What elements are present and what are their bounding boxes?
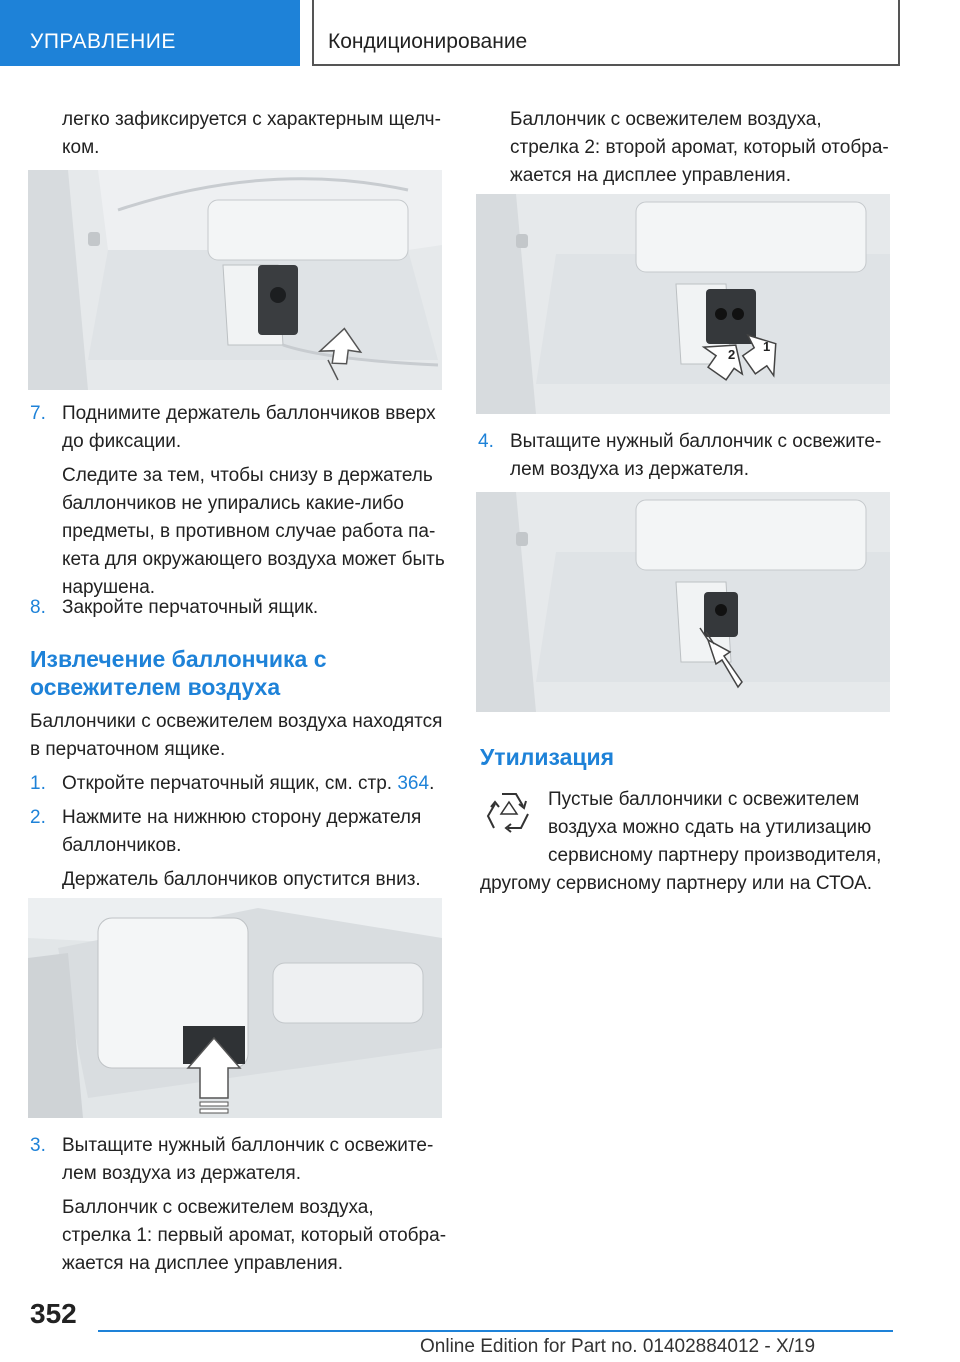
footer-rule xyxy=(98,1330,893,1332)
step-1-number: 1. xyxy=(30,773,46,794)
photo-holder-raise xyxy=(28,170,442,390)
step-7-note-2: баллончиков не упирались какие-либо xyxy=(62,493,404,514)
step-2-note: Держатель баллончиков опустится вниз. xyxy=(62,869,421,890)
step-8-text: Закройте перчаточный ящик. xyxy=(62,597,319,618)
step-7-number: 7. xyxy=(30,403,46,424)
step-3-note-2: стрелка 1: первый аромат, который отобра- xyxy=(62,1225,447,1246)
step-1-end: . xyxy=(429,773,435,794)
step-1-text xyxy=(62,770,434,798)
disposal-heading: Утилизация xyxy=(480,744,615,770)
step-7-line-1: Поднимите держатель баллончиков вверх xyxy=(62,403,436,424)
intro-line-1: легко зафиксируется с характерным щелч- xyxy=(62,109,441,130)
disposal-line-4: другому сервисному партнеру или на СТОА. xyxy=(480,873,873,894)
step-7-note-4: кета для окружающего воздуха может быть xyxy=(62,549,445,570)
chapter-header xyxy=(312,0,900,66)
right-top-line-3: жается на дисплее управления. xyxy=(510,165,792,186)
step-7-note-3: предметы, в противном случае работа па- xyxy=(62,521,436,542)
section-label: УПРАВЛЕНИЕ xyxy=(30,30,176,53)
step-7-note-5: нарушена. xyxy=(62,577,156,598)
step-2-line-1: Нажмите на нижнюю сторону держателя xyxy=(62,807,422,828)
right-top-line-1: Баллончик с освежителем воздуха, xyxy=(510,109,822,130)
disposal-line-3: сервисному партнеру производителя, xyxy=(548,845,882,866)
step-2-number: 2. xyxy=(30,807,46,828)
right-top-line-2: стрелка 2: второй аромат, который отобра- xyxy=(510,137,889,158)
step-3-line-2: лем воздуха из держателя. xyxy=(62,1163,302,1184)
step-1-label: Откройте перчаточный ящик, см. стр. xyxy=(62,773,398,794)
section-tab xyxy=(0,0,300,66)
intro-line-2: ком. xyxy=(62,137,100,158)
arrow-label-1: 1 xyxy=(763,339,771,354)
step-4-line-1: Вытащите нужный баллончик с освежите- xyxy=(510,431,882,452)
step-3-number: 3. xyxy=(30,1135,46,1156)
photo-holder-press xyxy=(28,898,442,1118)
section-heading-line-2: освежителем воздуха xyxy=(30,674,281,700)
recycle-icon xyxy=(482,786,536,840)
step-4-number: 4. xyxy=(478,431,494,452)
disposal-line-2: воздуха можно сдать на утилизацию xyxy=(548,817,872,838)
step-7-note-1: Следите за тем, чтобы снизу в держатель xyxy=(62,465,433,486)
step-4-line-2: лем воздуха из держателя. xyxy=(510,459,750,480)
section-heading-line-1: Извлечение баллончика с xyxy=(30,646,327,672)
chapter-title: Кондиционирование xyxy=(328,30,528,53)
body-line-2: в перчаточном ящике. xyxy=(30,739,226,760)
page-number: 352 xyxy=(30,1298,77,1329)
step-8-number: 8. xyxy=(30,597,46,618)
arrow-label-2: 2 xyxy=(728,347,736,362)
step-3-note-1: Баллончик с освежителем воздуха, xyxy=(62,1197,374,1218)
step-3-line-1: Вытащите нужный баллончик с освежите- xyxy=(62,1135,434,1156)
step-7-line-2: до фиксации. xyxy=(62,431,182,452)
photo-pull-out xyxy=(476,492,890,712)
page-link-364[interactable]: 364 xyxy=(397,773,430,794)
body-line-1: Баллончики с освежителем воздуха находятся xyxy=(30,711,443,732)
step-3-note-3: жается на дисплее управления. xyxy=(62,1253,344,1274)
photo-scent-arrows xyxy=(476,194,890,414)
step-2-line-2: баллончиков. xyxy=(62,835,182,856)
disposal-line-1: Пустые баллончики с освежителем xyxy=(548,789,860,810)
footer-edition: Online Edition for Part no. 01402884012 - X/19 xyxy=(420,1336,816,1357)
